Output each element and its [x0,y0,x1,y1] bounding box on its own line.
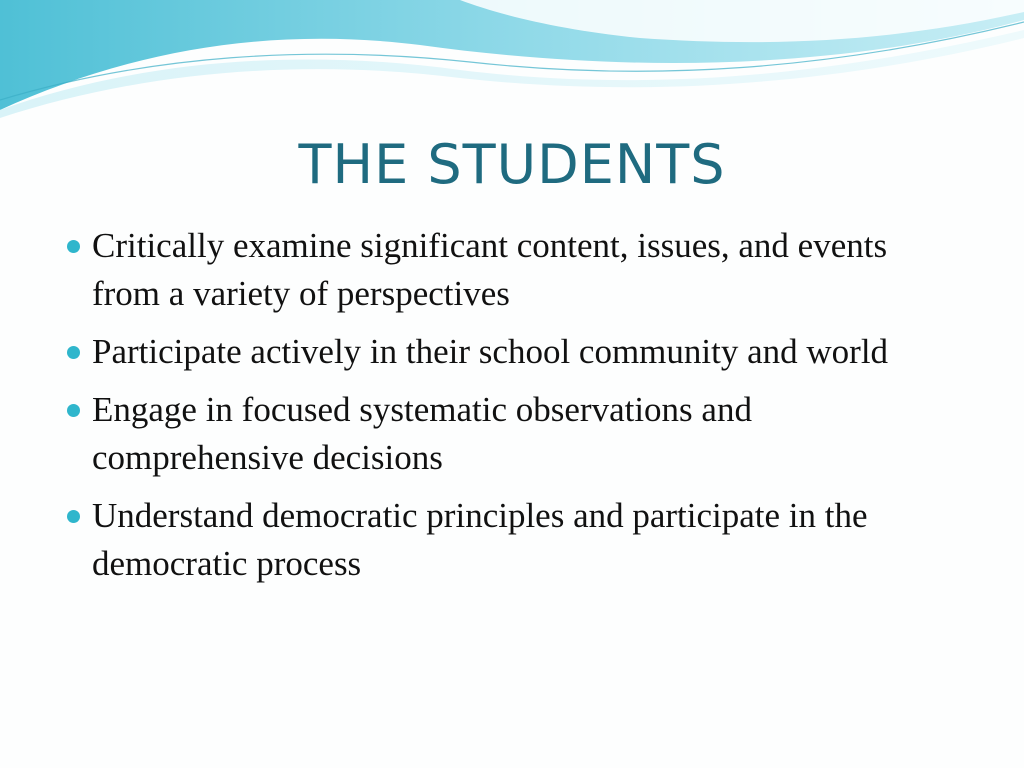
bullet-text: Understand democratic principles and participate in the democratic process [92,496,868,583]
bullet-icon [67,346,80,359]
bullet-icon [67,240,80,253]
bullet-text: Participate actively in their school community and world [92,332,889,371]
list-item [62,492,962,588]
list-item [62,386,962,482]
header-wave-decoration [0,0,1024,130]
bullet-text: Critically examine significant content, issues, and events from a variety of perspectives [92,226,888,313]
list-item [62,222,962,318]
bullet-icon [67,510,80,523]
list-item [62,328,962,376]
bullet-text: Engage in focused systematic observations and comprehensive decisions [92,390,752,477]
bullet-icon [67,404,80,417]
slide-title: THE STUDENTS [298,133,726,196]
bullet-list [62,222,962,598]
